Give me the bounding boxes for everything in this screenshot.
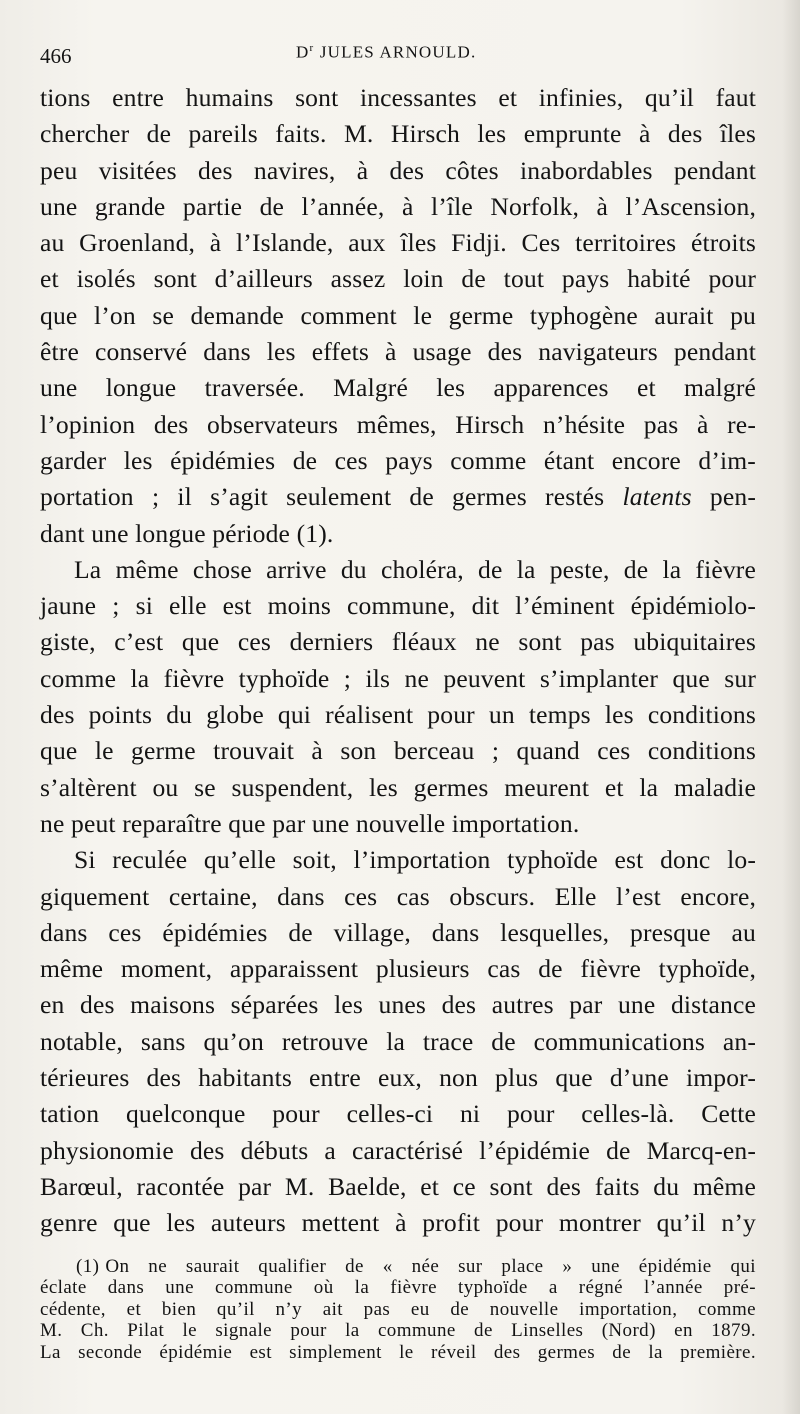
text-line: tation quelconque pour celles-ci ni pour celles-là. Cette bbox=[40, 1099, 756, 1129]
text-line: tions entre humains sont incessantes et infinies, qu’il faut bbox=[40, 83, 756, 112]
footnote-text: On ne saurait qualifier de « née sur place » une épidémie qui bbox=[105, 1255, 756, 1277]
footnote bbox=[40, 1256, 756, 1364]
text-line: être conservé dans les effets à usage des navigateurs pendant bbox=[40, 337, 756, 367]
text-line: Barœul, racontée par M. Baelde, et ce sont des faits du même bbox=[40, 1171, 756, 1201]
paragraph-2 bbox=[40, 552, 756, 842]
text-line-with-italic bbox=[40, 479, 756, 515]
text-line: même moment, apparaissent plusieurs cas de fièvre typhoïde, bbox=[40, 954, 756, 984]
footnote-mark: (1) bbox=[76, 1255, 100, 1277]
text-line: comme la fièvre typhoïde ; ils ne peuvent s’implanter que sur bbox=[40, 663, 756, 693]
paragraph-3 bbox=[40, 842, 756, 1241]
text-line: jaune ; si elle est moins commune, dit l’éminent épidémiolo- bbox=[40, 591, 756, 621]
footnote-line: cédente, et bien qu’il n’y ait pas eu de nouvelle importation, comme bbox=[40, 1298, 756, 1320]
body-text bbox=[40, 80, 756, 1242]
text-line-last: ne peut reparaître que par une nouvelle importation. bbox=[40, 808, 580, 838]
text-line: dans ces épidémies de village, dans lesquelles, presque au bbox=[40, 917, 756, 947]
text-line: en des maisons séparées les unes des autres par une distance bbox=[40, 990, 756, 1020]
text-line-last: dant une longue période (1). bbox=[40, 518, 334, 548]
running-title bbox=[296, 42, 476, 63]
text-line: giquement certaine, dans ces cas obscurs. Elle l’est encore, bbox=[40, 881, 756, 911]
text-line-indented: La même chose arrive du choléra, de la peste, de la fièvre bbox=[74, 554, 756, 584]
italic-word: latents bbox=[622, 482, 692, 512]
text-line: notable, sans qu’on retrouve la trace de communications an- bbox=[40, 1026, 756, 1056]
page-edge-shadow bbox=[782, 0, 800, 1414]
text-line: des points du globe qui réalisent pour un temps les conditions bbox=[40, 700, 756, 730]
paragraph-1 bbox=[40, 80, 756, 552]
text-line: garder les épidémies de ces pays comme étant encore d’im- bbox=[40, 445, 756, 475]
text-line: physionomie des débuts a caractérisé l’épidémie de Marcq-en- bbox=[40, 1135, 756, 1165]
text-line-indented: Si reculée qu’elle soit, l’importation typhoïde est donc lo- bbox=[74, 845, 756, 875]
text-line: s’altèrent ou se suspendent, les germes meurent et la maladie bbox=[40, 772, 756, 802]
text-line: que l’on se demande comment le germe typhogène aurait pu bbox=[40, 300, 756, 330]
text-line: peu visitées des navires, à des côtes inabordables pendant bbox=[40, 155, 756, 185]
text-line: giste, c’est que ces derniers fléaux ne sont pas ubiquitaires bbox=[40, 627, 756, 657]
footnote-line: M. Ch. Pilat le signale pour la commune de Linselles (Nord) en 1879. bbox=[40, 1320, 756, 1341]
text-line: l’opinion des observateurs mêmes, Hirsch n’hésite pas à re- bbox=[40, 409, 756, 439]
text-segment: portation ; il s’agit seulement de germes restés bbox=[40, 482, 623, 512]
text-line: genre que les auteurs mettent à profit pour montrer qu’il n’y bbox=[40, 1208, 756, 1238]
text-line: térieures des habitants entre eux, non plus que d’une impor- bbox=[40, 1063, 756, 1093]
text-line: une longue traversée. Malgré les apparences et malgré bbox=[40, 373, 756, 403]
text-line: une grande partie de l’année, à l’île Norfolk, à l’Ascension, bbox=[40, 191, 756, 221]
page-number: 466 bbox=[40, 44, 72, 68]
footnote-line bbox=[40, 1256, 756, 1278]
text-line: que le germe trouvait à son berceau ; quand ces conditions bbox=[40, 736, 756, 766]
text-segment: pen- bbox=[691, 482, 757, 512]
author-prefix-sup: r bbox=[309, 42, 315, 54]
footnote-line: éclate dans une commune où la fièvre typhoïde a régné l’année pré- bbox=[40, 1277, 756, 1298]
text-line: au Groenland, à l’Islande, aux îles Fidji. Ces territoires étroits bbox=[40, 228, 756, 258]
footnote-line: La seconde épidémie est simplement le réveil des germes de la première. bbox=[40, 1341, 756, 1363]
running-head bbox=[40, 36, 756, 80]
author-prefix: D bbox=[296, 42, 310, 62]
author-name: JULES ARNOULD. bbox=[319, 42, 477, 62]
text-line: chercher de pareils faits. M. Hirsch les emprunte à des îles bbox=[40, 119, 756, 149]
text-line: et isolés sont d’ailleurs assez loin de tout pays habité pour bbox=[40, 264, 756, 294]
